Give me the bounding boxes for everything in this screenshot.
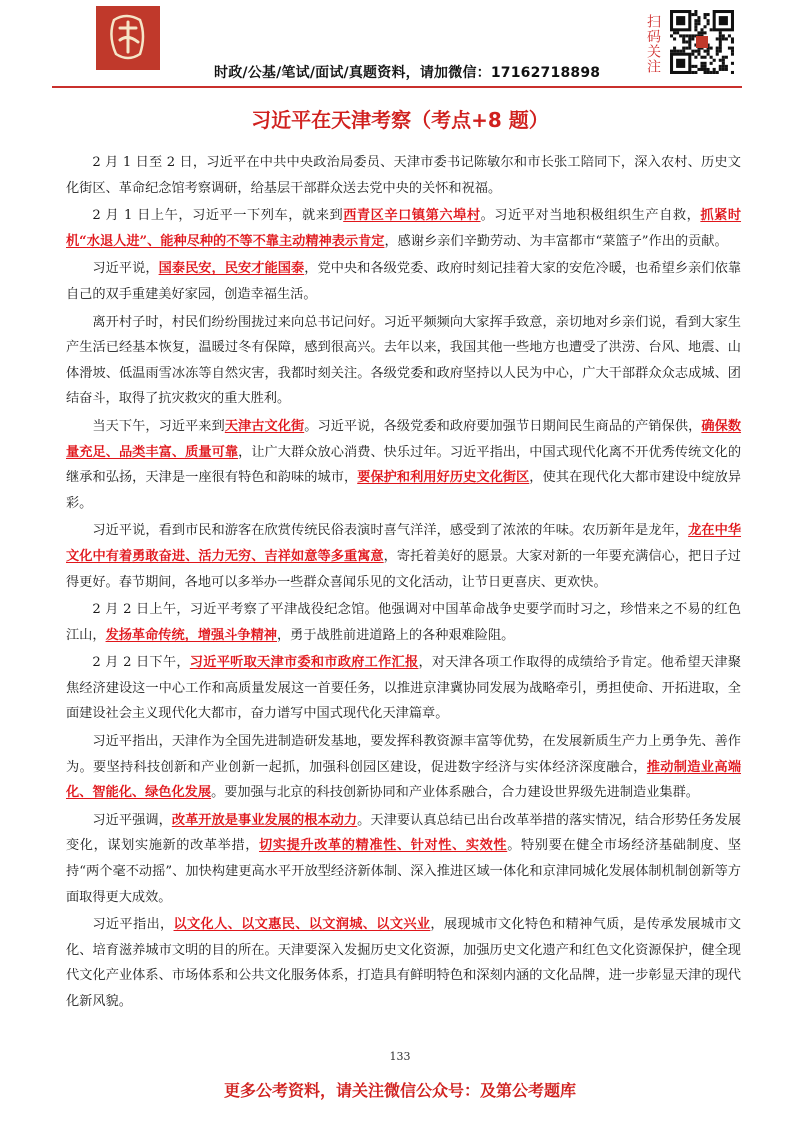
paragraph-text: 习近平指出，天津作为全国先进制造研发基地，要发挥科教资源丰富等优势，在发展新质生产力上勇争先、善作为。要坚持科技创新和产业创新一起抓，加强科创园区建设，促进数字经济与实体经济深度融合， bbox=[66, 734, 741, 775]
paragraph-text: 。要加强与北京的科技创新协同和产业体系融合，合力建设世界级先进制造业集群。 bbox=[211, 785, 699, 801]
paragraph-text: ，展现城市文化特色和精神气质，是传承发展城市文化、培育滋养城市文明的目的所在。天津要深入发掘历史文化资源，加强历史文化遗产和红色文化资源保护，健全现代文化产业体系、市场体系和公共文化服务体系，打造具有鲜明特色和深刻内涵的文化品牌，进一步彰显天津的现代化新风貌。 bbox=[66, 917, 742, 1009]
header-contact-info: 时政/公基/笔试/面试/真题资料，请加微信：17162718898 bbox=[214, 65, 601, 81]
paragraph bbox=[66, 150, 741, 201]
paragraph-text: ，让广大群众放心消费、快乐过年。习近平指出，中国式现代化离不开优秀传统文化的继承和弘扬，天津是一座很有特色和韵味的城市， bbox=[66, 444, 742, 486]
paragraph-text: 2 月 2 日上午，习近平考察了平津战役纪念馆。他强调对中国革命战争史要学而时习之，珍惜来之不易的红色江山， bbox=[66, 602, 741, 643]
paragraph bbox=[66, 414, 741, 516]
paragraph-text: 习近平说， bbox=[92, 261, 159, 277]
article-body bbox=[66, 150, 741, 1017]
paragraph bbox=[66, 310, 741, 412]
highlight-keypoint: 要保护和利用好历史文化街区 bbox=[357, 470, 530, 486]
paragraph-text: 习近平说，看到市民和游客在欣赏传统民俗表演时喜气洋洋，感受到了浓浓的年味。农历新年是龙年， bbox=[92, 523, 689, 539]
paragraph-text: 2 月 2 日下午， bbox=[92, 655, 190, 671]
paragraph-text: 。特别要在健全市场经济基础制度、坚持“两个毫不动摇”、加快构建更高水平开放型经济新体制、深入推进区域一体化和京津同城化发展体制机制创新等方面取得更大成效。 bbox=[66, 838, 742, 905]
paragraph bbox=[66, 808, 741, 910]
paragraph-text: ，寄托着美好的愿景。大家对新的一年要充满信心，把日子过得更好。春节期间，各地可以多举办一些群众喜闻乐见的文化活动，让节日更喜庆、更欢快。 bbox=[66, 548, 741, 590]
paragraph bbox=[66, 203, 741, 254]
scan-follow-label: 扫码关注 bbox=[645, 14, 661, 74]
page-number: 133 bbox=[389, 1050, 411, 1063]
brand-logo-icon bbox=[96, 6, 160, 70]
highlight-keypoint: 发扬革命传统，增强斗争精神 bbox=[105, 627, 277, 643]
highlight-keypoint: 确保数量充足、品类丰富、质量可靠 bbox=[66, 418, 742, 460]
paragraph-text: 2 月 1 日至 2 日，习近平在中共中央政治局委员、天津市委书记陈敏尔和市长张工陪同下，深入农村、历史文化街区、革命纪念馆考察调研，给基层干部群众送去党中央的关怀和祝福。 bbox=[66, 155, 741, 196]
paragraph-text: ，党中央和各级党委、政府时刻记挂着大家的安危冷暖，也希望乡亲们依靠自己的双手重建美好家园，创造幸福生活。 bbox=[66, 261, 742, 302]
footer-promo: 更多公考资料，请关注微信公众号：及第公考题库 bbox=[223, 1081, 576, 1100]
paragraph-text: ，感谢乡亲们辛勤劳动、为丰富都市“菜篮子”作出的贡献。 bbox=[384, 233, 728, 249]
paragraph-text: ，勇于战胜前进道路上的各种艰难险阻。 bbox=[277, 627, 515, 643]
paragraph-text: 。习近平对当地积极组织生产自救， bbox=[480, 208, 701, 224]
paragraph bbox=[66, 650, 741, 727]
paragraph bbox=[66, 256, 741, 307]
paragraph bbox=[66, 912, 741, 1014]
page-title: 习近平在天津考察（考点+8 题） bbox=[251, 108, 549, 132]
highlight-keypoint: 推动制造业高端化、智能化、绿色化发展 bbox=[66, 759, 742, 801]
highlight-keypoint: 西青区辛口镇第六埠村 bbox=[343, 208, 481, 224]
paragraph-text: 习近平指出， bbox=[92, 917, 174, 933]
paragraph-text: 。习近平说，各级党委和政府要加强节日期间民生商品的产销保供， bbox=[304, 418, 702, 434]
paragraph bbox=[66, 597, 741, 648]
paragraph-text: 离开村子时，村民们纷纷围拢过来向总书记问好。习近平频频向大家挥手致意，亲切地对乡亲们说，看到大家生产生活已经基本恢复，温暖过冬有保障，感到很高兴。去年以来，我国其他一些地方也遭受了洪涝、台风、地震、山体滑坡、低温雨雪冰冻等自然灾害，我都时刻关注。各级党委和政府坚持以人民为中心，广大干部群众众志成城、团结奋斗，取得了抗灾救灾的重大胜利。 bbox=[66, 314, 741, 407]
paragraph-text: 2 月 1 日上午，习近平一下列车，就来到 bbox=[92, 208, 344, 224]
highlight-keypoint: 以文化人、以文惠民、以文润城、以文兴业 bbox=[173, 917, 431, 933]
paragraph-text: 习近平强调， bbox=[92, 812, 172, 828]
paragraph-text: 当天下午，习近平来到 bbox=[92, 418, 225, 434]
header-divider bbox=[52, 86, 742, 88]
paragraph bbox=[66, 729, 741, 806]
highlight-keypoint: 抓紧时机“水退人进”、能种尽种的不等不靠主动精神表示肯定 bbox=[66, 208, 742, 249]
highlight-keypoint: 切实提升改革的精准性、针对性、实效性 bbox=[259, 838, 508, 854]
highlight-keypoint: 习近平听取天津市委和市政府工作汇报 bbox=[189, 655, 419, 671]
highlight-keypoint: 改革开放是事业发展的根本动力 bbox=[171, 812, 358, 828]
paragraph-text: ，使其在现代化大都市建设中绽放异彩。 bbox=[66, 470, 742, 511]
highlight-keypoint: 天津古文化街 bbox=[224, 418, 305, 434]
paragraph-text: ，对天津各项工作取得的成绩给予肯定。他希望天津聚焦经济建设这一中心工作和高质量发展这一首要任务，以推进京津冀协同发展为战略牵引，勇担使命、开拓进取，全面建设社会主义现代化大都市，奋力谱写中国式现代化天津篇章。 bbox=[66, 655, 742, 722]
highlight-keypoint: 龙在中华文化中有着勇敢奋进、活力无穷、吉祥如意等多重寓意 bbox=[66, 523, 742, 564]
paragraph-text: 。天津要认真总结已出台改革举措的落实情况，结合形势任务发展变化，谋划实施新的改革举措， bbox=[66, 812, 742, 854]
paragraph bbox=[66, 518, 741, 595]
highlight-keypoint: 国泰民安，民安才能国泰 bbox=[158, 261, 305, 277]
qr-code-icon[interactable] bbox=[670, 10, 734, 74]
